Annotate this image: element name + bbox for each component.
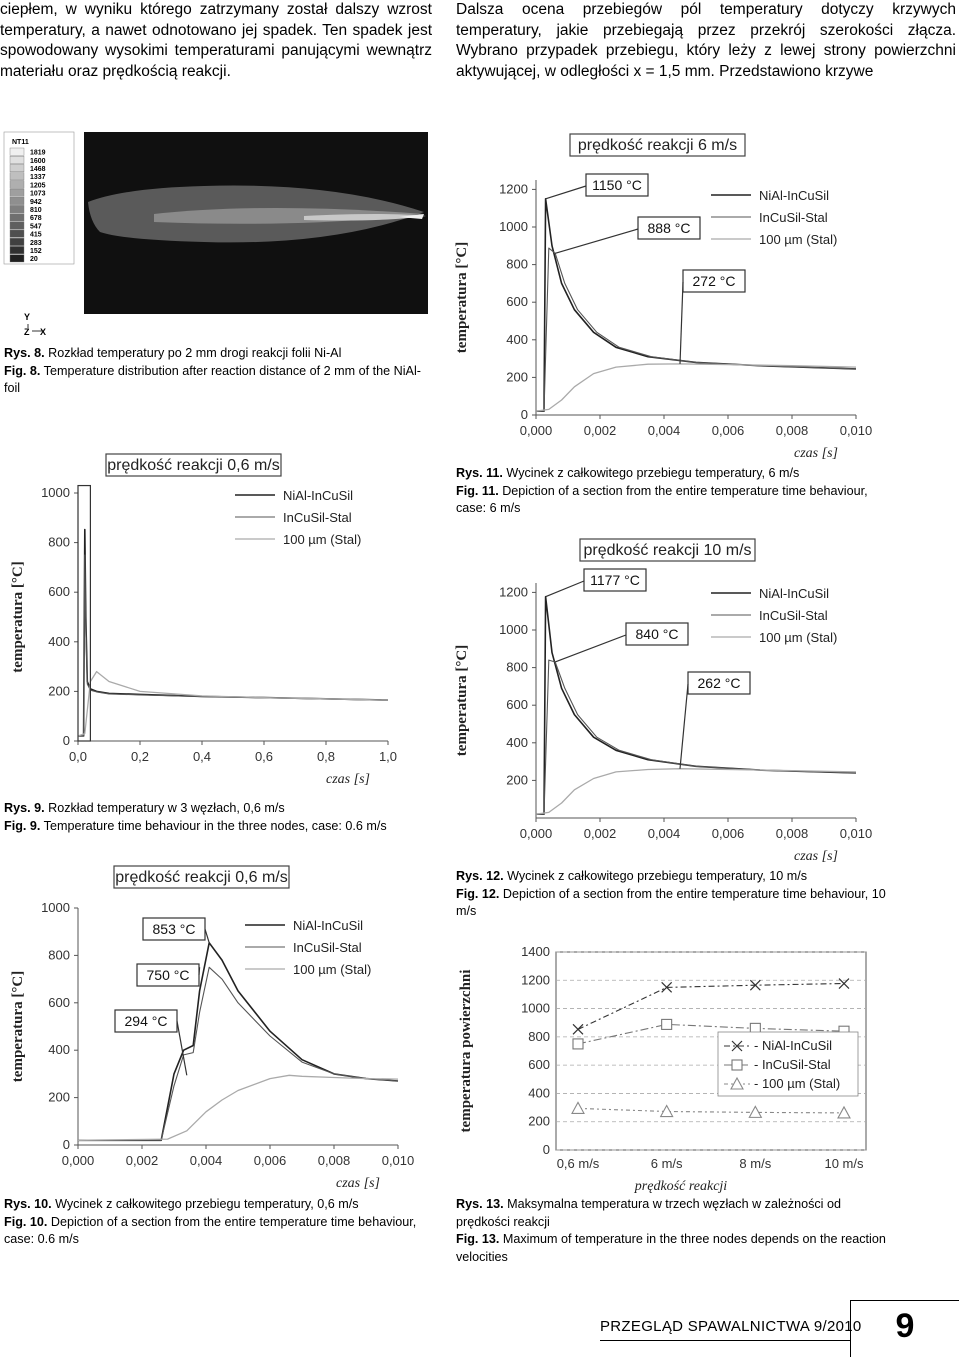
y-axis-label: temperatura [°C] xyxy=(10,561,26,673)
legend-label: - 100 µm (Stal) xyxy=(754,1076,841,1091)
legend-label: InCuSil-Stal xyxy=(759,608,828,623)
annotation-arrow xyxy=(546,581,584,597)
fig8-legend-value: 942 xyxy=(30,198,42,206)
legend-label: NiAl-InCuSil xyxy=(293,918,364,933)
fig8-contour xyxy=(4,132,428,342)
y-tick-label: 200 xyxy=(48,683,70,699)
y-tick-label: 200 xyxy=(506,369,528,385)
x-tick-label: 0,006 xyxy=(711,826,745,841)
fig8-legend-swatch xyxy=(10,255,24,262)
fig8-legend-value: 152 xyxy=(30,248,42,255)
x-axis-label: czas [s] xyxy=(794,446,838,461)
y-axis-label: temperatura [°C] xyxy=(454,241,470,354)
fig8-legend-value: 1205 xyxy=(30,182,46,190)
fig8-axis-x: X xyxy=(40,327,47,337)
y-axis-label: temperatura powierzchni xyxy=(458,969,474,1133)
footer-rule xyxy=(600,1340,850,1341)
legend-label: InCuSil-Stal xyxy=(293,940,362,955)
x-tick-label: 6 m/s xyxy=(650,1156,683,1171)
chart-title-box xyxy=(106,454,281,476)
y-tick-label: 1000 xyxy=(41,485,70,500)
y-tick-label: 800 xyxy=(48,534,70,550)
y-tick-label: 0 xyxy=(520,407,528,422)
annotation-arrow xyxy=(177,1021,187,1075)
annotation-arrow xyxy=(555,229,638,253)
fig8-legend-value: 20 xyxy=(30,256,38,264)
fig8-axis-y: Y xyxy=(24,312,31,322)
annotation-label: 294 °C xyxy=(124,1013,168,1029)
annotation-label: 888 °C xyxy=(647,220,691,236)
chart-title-box xyxy=(114,866,289,888)
x-tick-label: 0,008 xyxy=(317,1153,351,1168)
fig8-legend-swatch xyxy=(10,238,24,245)
y-tick-label: 1000 xyxy=(499,219,528,234)
series-line xyxy=(78,530,388,737)
page-number: 9 xyxy=(895,1307,915,1345)
series-line xyxy=(578,1108,844,1113)
x-tick-label: 0,002 xyxy=(583,826,617,841)
y-tick-label: 1000 xyxy=(41,900,70,915)
annotation-arrow xyxy=(199,967,200,975)
fig8-legend-title: NT11 xyxy=(12,139,29,146)
annotation-label: 840 °C xyxy=(635,626,679,642)
y-tick-label: 800 xyxy=(48,947,70,963)
data-point xyxy=(572,1102,584,1113)
data-point xyxy=(573,1024,583,1034)
fig8-legend-swatch xyxy=(10,214,24,221)
y-tick-label: 400 xyxy=(506,331,528,347)
x-tick-label: 0,008 xyxy=(775,826,809,841)
y-tick-label: 0 xyxy=(62,733,70,748)
legend-label: NiAl-InCuSil xyxy=(759,188,830,203)
y-tick-label: 200 xyxy=(48,1089,70,1105)
legend-label: 100 µm (Stal) xyxy=(293,962,372,977)
y-tick-label: 400 xyxy=(48,1042,70,1058)
x-tick-label: 0,000 xyxy=(61,1153,95,1168)
left-paragraph: ciepłem, w wyniku którego zatrzymany został dalszy wzrost temperatury, a nawet odnotowano jej spadek. Ten spadek jest spowodowany wysokimi temperaturami panującymi wewnątrz materiału oraz prędkością reakcji. xyxy=(0,1,432,80)
data-point xyxy=(838,1107,850,1118)
x-axis-label: prędkość reakcji xyxy=(634,1179,728,1194)
y-tick-label: 400 xyxy=(48,633,70,649)
series-line xyxy=(578,984,844,1030)
chart-legend xyxy=(235,488,361,547)
fig9-caption: Rys. 9. Rozkład temperatury w 3 węzłach, 0,6 m/s Fig. 9. Temperature time behaviour in the three nodes, case: 0.6 m/s xyxy=(4,801,387,833)
x-tick-label: 0,6 xyxy=(254,749,274,764)
fig13-chart xyxy=(456,940,886,1195)
legend-label: InCuSil-Stal xyxy=(759,210,828,225)
fig12-chart xyxy=(456,535,886,865)
legend-label: NiAl-InCuSil xyxy=(283,488,354,503)
legend-label: 100 µm (Stal) xyxy=(759,232,838,247)
x-axis-label: czas [s] xyxy=(794,849,838,864)
series-line xyxy=(78,672,388,736)
fig8-legend-swatch xyxy=(10,246,24,253)
y-tick-label: 200 xyxy=(506,772,528,788)
annotation-arrow xyxy=(680,684,688,769)
annotation-label: 853 °C xyxy=(152,921,196,937)
fig8-legend-value: 1600 xyxy=(30,157,46,165)
fig8-legend-swatch xyxy=(10,156,24,163)
y-tick-label: 1200 xyxy=(499,584,528,600)
x-tick-label: 0,4 xyxy=(192,749,212,764)
right-paragraph: Dalsza ocena przebiegów pól temperatury dotyczy krzywych temperatury, jakie przebiegają przez przekrój szerokości złącza. Wybrano przypadek przebiegu, który leży z lewej strony powierzchni aktywującej, w odległości x = 1,5 mm. Przedstawiono krzywe xyxy=(456,1,956,80)
x-tick-label: 0,2 xyxy=(130,749,150,764)
fig8-legend-swatch xyxy=(10,181,24,188)
chart-title-box xyxy=(570,134,745,156)
chart-title: prędkość reakcji 0,6 m/s xyxy=(107,457,280,474)
fig8-caption-en: Fig. 8. Temperature distribution after reaction distance of 2 mm of the NiAl-foil xyxy=(4,363,421,395)
annotation-label: 1150 °C xyxy=(592,177,642,193)
fig8-legend-value: 1073 xyxy=(30,190,46,198)
fig8-axis-z: Z xyxy=(24,327,30,337)
y-tick-label: 400 xyxy=(506,734,528,750)
x-tick-label: 0,006 xyxy=(253,1153,287,1168)
x-tick-label: 0,010 xyxy=(839,826,873,841)
annotation-arrow xyxy=(680,282,683,364)
page-number-box xyxy=(850,1300,959,1357)
legend-label: - NiAl-InCuSil xyxy=(754,1038,833,1053)
chart-legend xyxy=(245,918,371,977)
y-tick-label: 200 xyxy=(528,1113,550,1129)
fig8-legend-value: 283 xyxy=(30,239,42,247)
chart-title-box xyxy=(580,539,755,561)
chart-legend xyxy=(711,586,837,645)
y-tick-label: 1200 xyxy=(499,181,528,197)
legend-label: - InCuSil-Stal xyxy=(754,1057,831,1072)
x-tick-label: 0,004 xyxy=(647,826,681,841)
y-tick-label: 600 xyxy=(506,294,528,310)
annotation-label: 1177 °C xyxy=(590,572,640,588)
series-line xyxy=(78,555,388,736)
annotation-label: 262 °C xyxy=(697,675,741,691)
x-axis-label: czas [s] xyxy=(336,1176,380,1191)
y-axis-label: temperatura [°C] xyxy=(454,644,470,757)
fig8-caption xyxy=(4,345,432,398)
fig8-panel xyxy=(4,132,428,342)
x-tick-label: 10 m/s xyxy=(824,1156,864,1171)
fig8-legend-swatch xyxy=(10,173,24,180)
annotation-label: 272 °C xyxy=(692,273,736,289)
fig8-caption-pl: Rys. 8. Rozkład temperatury po 2 mm drogi reakcji folii Ni-Al xyxy=(4,346,342,360)
series-line xyxy=(78,1075,398,1140)
fig9-chart xyxy=(0,448,440,798)
fig11-chart xyxy=(456,130,886,465)
y-tick-label: 800 xyxy=(506,659,528,675)
fig12-caption: Rys. 12. Wycinek z całkowitego przebiegu temperatury, 10 m/s Fig. 12. Depiction of a section from the entire temperature time behaviour, 10 m/s xyxy=(456,869,886,918)
x-axis-label: czas [s] xyxy=(326,772,370,787)
series-line xyxy=(536,769,856,815)
annotation-arrow xyxy=(546,186,586,199)
x-tick-label: 0,000 xyxy=(519,423,553,438)
y-tick-label: 1400 xyxy=(521,944,550,959)
x-tick-label: 8 m/s xyxy=(739,1156,772,1171)
y-tick-label: 0 xyxy=(542,1142,550,1157)
legend-label: 100 µm (Stal) xyxy=(283,532,362,547)
series-line xyxy=(536,364,856,411)
fig8-legend-swatch xyxy=(10,148,24,155)
fig8-legend-swatch xyxy=(10,197,24,204)
annotation-label: 750 °C xyxy=(146,967,190,983)
x-tick-label: 0,010 xyxy=(839,423,873,438)
legend-label: NiAl-InCuSil xyxy=(759,586,830,601)
y-tick-label: 1200 xyxy=(521,972,550,988)
y-tick-label: 800 xyxy=(506,256,528,272)
data-point xyxy=(662,1019,672,1029)
legend-label: 100 µm (Stal) xyxy=(759,630,838,645)
y-axis-label: temperatura [°C] xyxy=(10,970,26,1083)
fig8-legend-value: 1819 xyxy=(30,149,46,157)
x-tick-label: 0,006 xyxy=(711,423,745,438)
y-tick-label: 600 xyxy=(528,1057,550,1073)
y-tick-label: 600 xyxy=(506,697,528,713)
annotation-arrow xyxy=(205,929,209,943)
y-tick-label: 600 xyxy=(48,994,70,1010)
x-tick-label: 1,0 xyxy=(378,749,398,764)
fig8-legend-value: 1337 xyxy=(30,174,46,182)
x-tick-label: 0,6 m/s xyxy=(556,1156,600,1171)
chart-title: prędkość reakcji 0,6 m/s xyxy=(115,869,288,886)
y-tick-label: 1000 xyxy=(521,1000,550,1016)
data-point xyxy=(573,1039,583,1049)
x-tick-label: 0,000 xyxy=(519,826,553,841)
fig8-legend-swatch xyxy=(10,222,24,229)
x-tick-label: 0,8 xyxy=(316,749,336,764)
chart-title: prędkość reakcji 6 m/s xyxy=(577,137,738,154)
x-tick-label: 0,004 xyxy=(647,423,681,438)
y-tick-label: 800 xyxy=(528,1028,550,1044)
x-tick-label: 0,004 xyxy=(189,1153,223,1168)
fig13-caption: Rys. 13. Maksymalna temperatura w trzech węzłach w zależności od prędkości reakcji Fig. 13. Maximum of temperature in the three nodes depends on the reaction velocities xyxy=(456,1197,886,1264)
chart-title: prędkość reakcji 10 m/s xyxy=(583,542,752,559)
x-tick-label: 0,010 xyxy=(381,1153,415,1168)
fig11-caption: Rys. 11. Wycinek z całkowitego przebiegu temperatury, 6 m/s Fig. 11. Depiction of a section from the entire temperature time behaviour, case: 6 m/s xyxy=(456,466,868,515)
fig8-legend-swatch xyxy=(10,205,24,212)
fig8-legend-value: 678 xyxy=(30,215,42,223)
x-tick-label: 0,008 xyxy=(775,423,809,438)
legend-label: InCuSil-Stal xyxy=(283,510,352,525)
fig10-chart xyxy=(0,860,440,1190)
fig8-legend-value: 1468 xyxy=(30,166,46,173)
fig8-legend-swatch xyxy=(10,164,24,171)
y-tick-label: 400 xyxy=(528,1085,550,1101)
chart-legend xyxy=(711,188,837,247)
y-tick-label: 0 xyxy=(62,1137,70,1152)
series-line xyxy=(78,967,398,1140)
fig10-caption: Rys. 10. Wycinek z całkowitego przebiegu temperatury, 0,6 m/s Fig. 10. Depiction of a section from the entire temperature time behaviour, case: 0.6 m/s xyxy=(4,1197,417,1246)
y-tick-label: 600 xyxy=(48,584,70,600)
fig8-legend-swatch xyxy=(10,230,24,237)
fig8-legend-value: 547 xyxy=(30,223,42,231)
fig8-legend-swatch xyxy=(10,189,24,196)
legend-marker xyxy=(732,1060,742,1070)
journal-name: PRZEGLĄD SPAWALNICTWA 9/2010 xyxy=(600,1318,862,1335)
fig8-legend-value: 415 xyxy=(30,231,42,239)
x-tick-label: 0,002 xyxy=(125,1153,159,1168)
fig8-legend-value: 810 xyxy=(30,207,42,214)
annotation-arrow xyxy=(555,635,626,662)
y-tick-label: 1000 xyxy=(499,622,528,637)
x-tick-label: 0,002 xyxy=(583,423,617,438)
x-tick-label: 0,0 xyxy=(68,749,88,764)
